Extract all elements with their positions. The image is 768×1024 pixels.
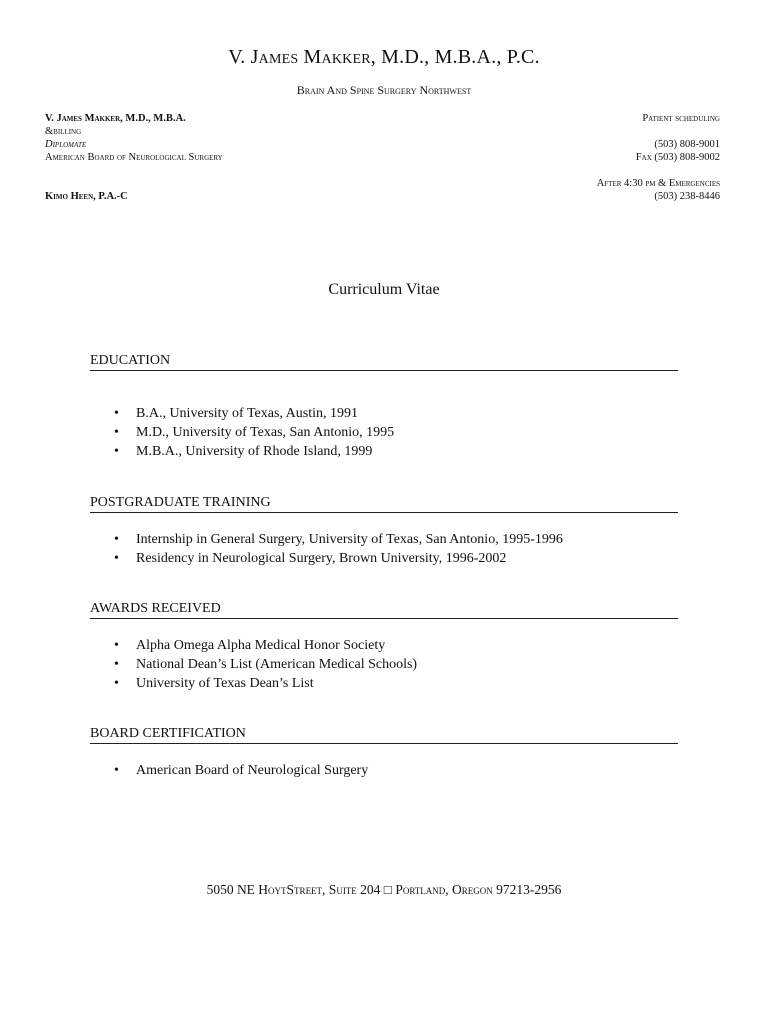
billing-label: &billing: [45, 126, 82, 137]
list-item: • M.D., University of Texas, San Antonio, 1995: [114, 423, 394, 442]
board-list: [114, 761, 368, 780]
letterhead-subtitle: Brain And Spine Surgery Northwest: [296, 83, 472, 97]
postgraduate-list: [114, 530, 563, 568]
list-item: • National Dean’s List (American Medical Schools): [114, 655, 417, 674]
contact-block: [400, 112, 720, 164]
list-item: • American Board of Neurological Surgery: [114, 761, 368, 780]
list-item: • M.B.A., University of Rhode Island, 1999: [114, 442, 394, 461]
list-item: • Residency in Neurological Surgery, Brown University, 1996-2002: [114, 549, 563, 568]
list-item: • B.A., University of Texas, Austin, 1991: [114, 404, 394, 423]
list-item: • Alpha Omega Alpha Medical Honor Society: [114, 636, 417, 655]
cv-heading: Curriculum Vitae: [328, 281, 440, 298]
list-item: • Internship in General Surgery, University of Texas, San Antonio, 1995-1996: [114, 530, 563, 549]
section-heading-awards: AWARDS RECEIVED: [90, 600, 678, 619]
board-affiliation: American Board of Neurological Surgery: [45, 152, 223, 163]
diplomate-label: Diplomate: [45, 139, 87, 150]
scheduling-label: Patient scheduling: [642, 113, 720, 124]
list-item: • University of Texas Dean’s List: [114, 674, 417, 693]
after-hours-label: After 4:30 pm & Emergencies: [596, 178, 720, 189]
fax-number: Fax (503) 808-9002: [635, 152, 720, 163]
physician-name: V. James Makker, M.D., M.B.A.: [45, 113, 186, 124]
footer-address: 5050 NE HoytStreet, Suite 204 □ Portland, Oregon 97213-2956: [206, 882, 562, 897]
section-heading-board: BOARD CERTIFICATION: [90, 725, 678, 744]
section-heading-education: EDUCATION: [90, 352, 678, 371]
pa-name: Kimo Heen, P.A.-C: [45, 191, 128, 202]
after-hours-phone: (503) 238-8446: [654, 191, 720, 202]
education-list: [114, 404, 394, 461]
physician-block: [45, 112, 385, 164]
awards-list: [114, 636, 417, 693]
section-heading-postgraduate: POSTGRADUATE TRAINING: [90, 494, 678, 513]
letterhead-title: V. James Makker, M.D., M.B.A., P.C.: [228, 46, 540, 68]
after-hours-block: [400, 177, 720, 203]
scheduling-phone: (503) 808-9001: [654, 139, 720, 150]
